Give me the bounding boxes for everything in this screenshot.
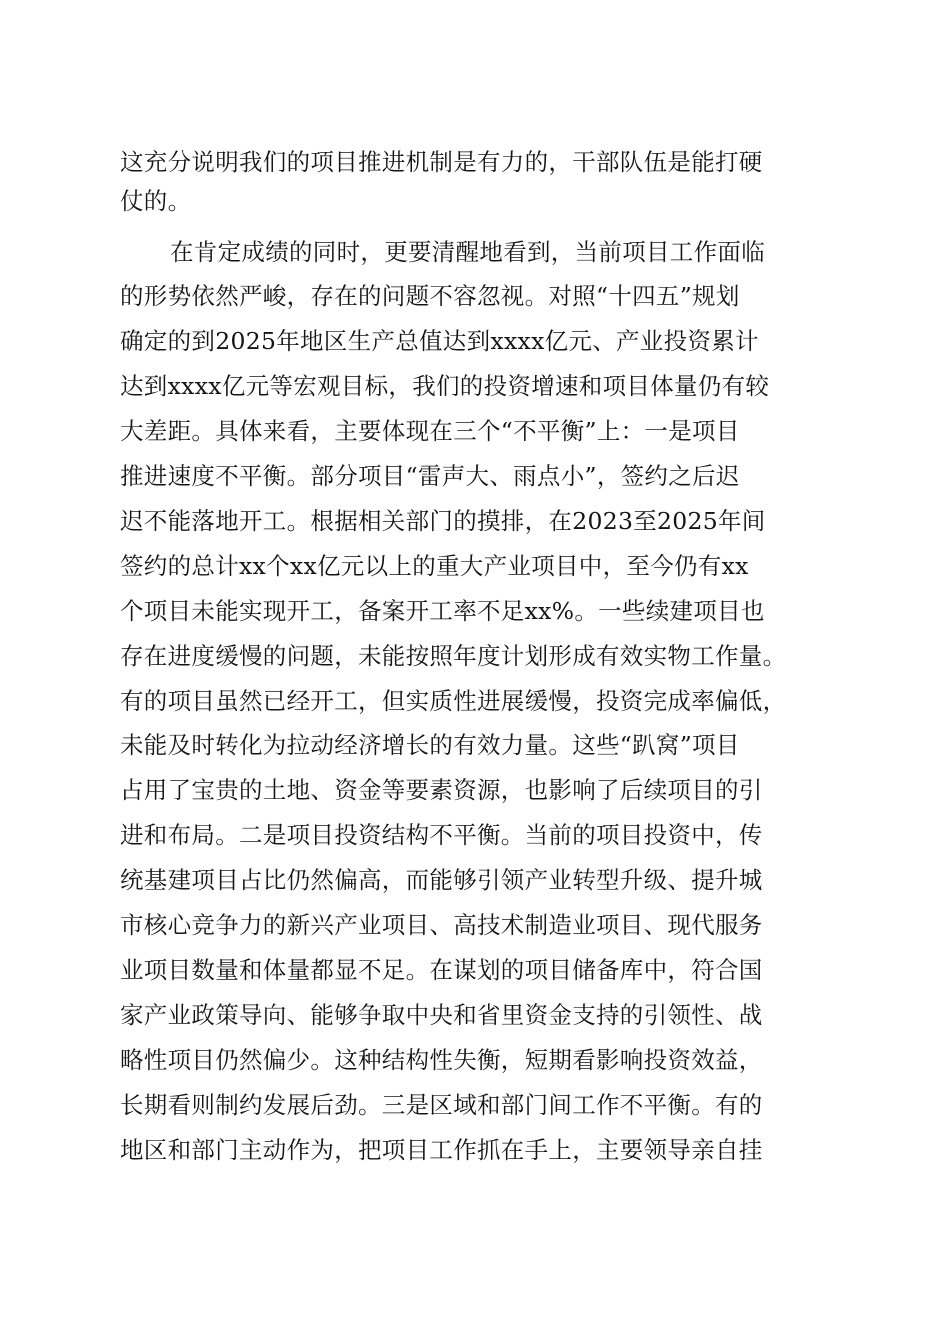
text-line: 迟不能落地开工。根据相关部门的摸排，在2023至2025年间 bbox=[120, 507, 766, 535]
text-line: 仗的。 bbox=[120, 187, 192, 215]
text-line: 签约的总计xx个xx亿元以上的重大产业项目中，至今仍有xx bbox=[120, 552, 749, 580]
text-line: 家产业政策导向、能够争取中央和省里资金支持的引领性、战 bbox=[120, 1001, 763, 1029]
text-line: 市核心竞争力的新兴产业项目、高技术制造业项目、现代服务 bbox=[120, 911, 763, 939]
text-line: 略性项目仍然偏少。这种结构性失衡，短期看影响投资效益， bbox=[120, 1046, 763, 1074]
text-line: 确定的到2025年地区生产总值达到xxxx亿元、产业投资累计 bbox=[120, 327, 759, 355]
text-line: 这充分说明我们的项目推进机制是有力的，干部队伍是能打硬 bbox=[120, 148, 763, 176]
text-line: 推进速度不平衡。部分项目“雷声大、雨点小”，签约之后迟 bbox=[120, 462, 740, 490]
text-line: 进和布局。二是项目投资结构不平衡。当前的项目投资中，传 bbox=[120, 821, 763, 849]
text-line: 未能及时转化为拉动经济增长的有效力量。这些“趴窝”项目 bbox=[120, 731, 740, 759]
text-line: 统基建项目占比仍然偏高，而能够引领产业转型升级、提升城 bbox=[120, 866, 763, 894]
text-line: 大差距。具体来看，主要体现在三个“不平衡”上：一是项目 bbox=[120, 417, 740, 445]
text-line: 存在进度缓慢的问题，未能按照年度计划形成有效实物工作量。 bbox=[120, 642, 787, 670]
text-line: 在肯定成绩的同时，更要清醒地看到，当前项目工作面临 bbox=[170, 238, 765, 266]
text-line: 达到xxxx亿元等宏观目标，我们的投资增速和项目体量仍有较 bbox=[120, 372, 770, 400]
text-line: 业项目数量和体量都显不足。在谋划的项目储备库中，符合国 bbox=[120, 956, 763, 984]
text-line: 占用了宝贵的土地、资金等要素资源，也影响了后续项目的引 bbox=[120, 776, 763, 804]
text-line: 的形势依然严峻，存在的问题不容忽视。对照“十四五”规划 bbox=[120, 282, 740, 310]
text-line: 地区和部门主动作为，把项目工作抓在手上，主要领导亲自挂 bbox=[120, 1136, 763, 1164]
text-line: 个项目未能实现开工，备案开工率不足xx%。一些续建项目也 bbox=[120, 597, 765, 625]
text-line: 长期看则制约发展后劲。三是区域和部门间工作不平衡。有的 bbox=[120, 1091, 763, 1119]
text-line: 有的项目虽然已经开工，但实质性进展缓慢，投资完成率偏低， bbox=[120, 687, 787, 715]
